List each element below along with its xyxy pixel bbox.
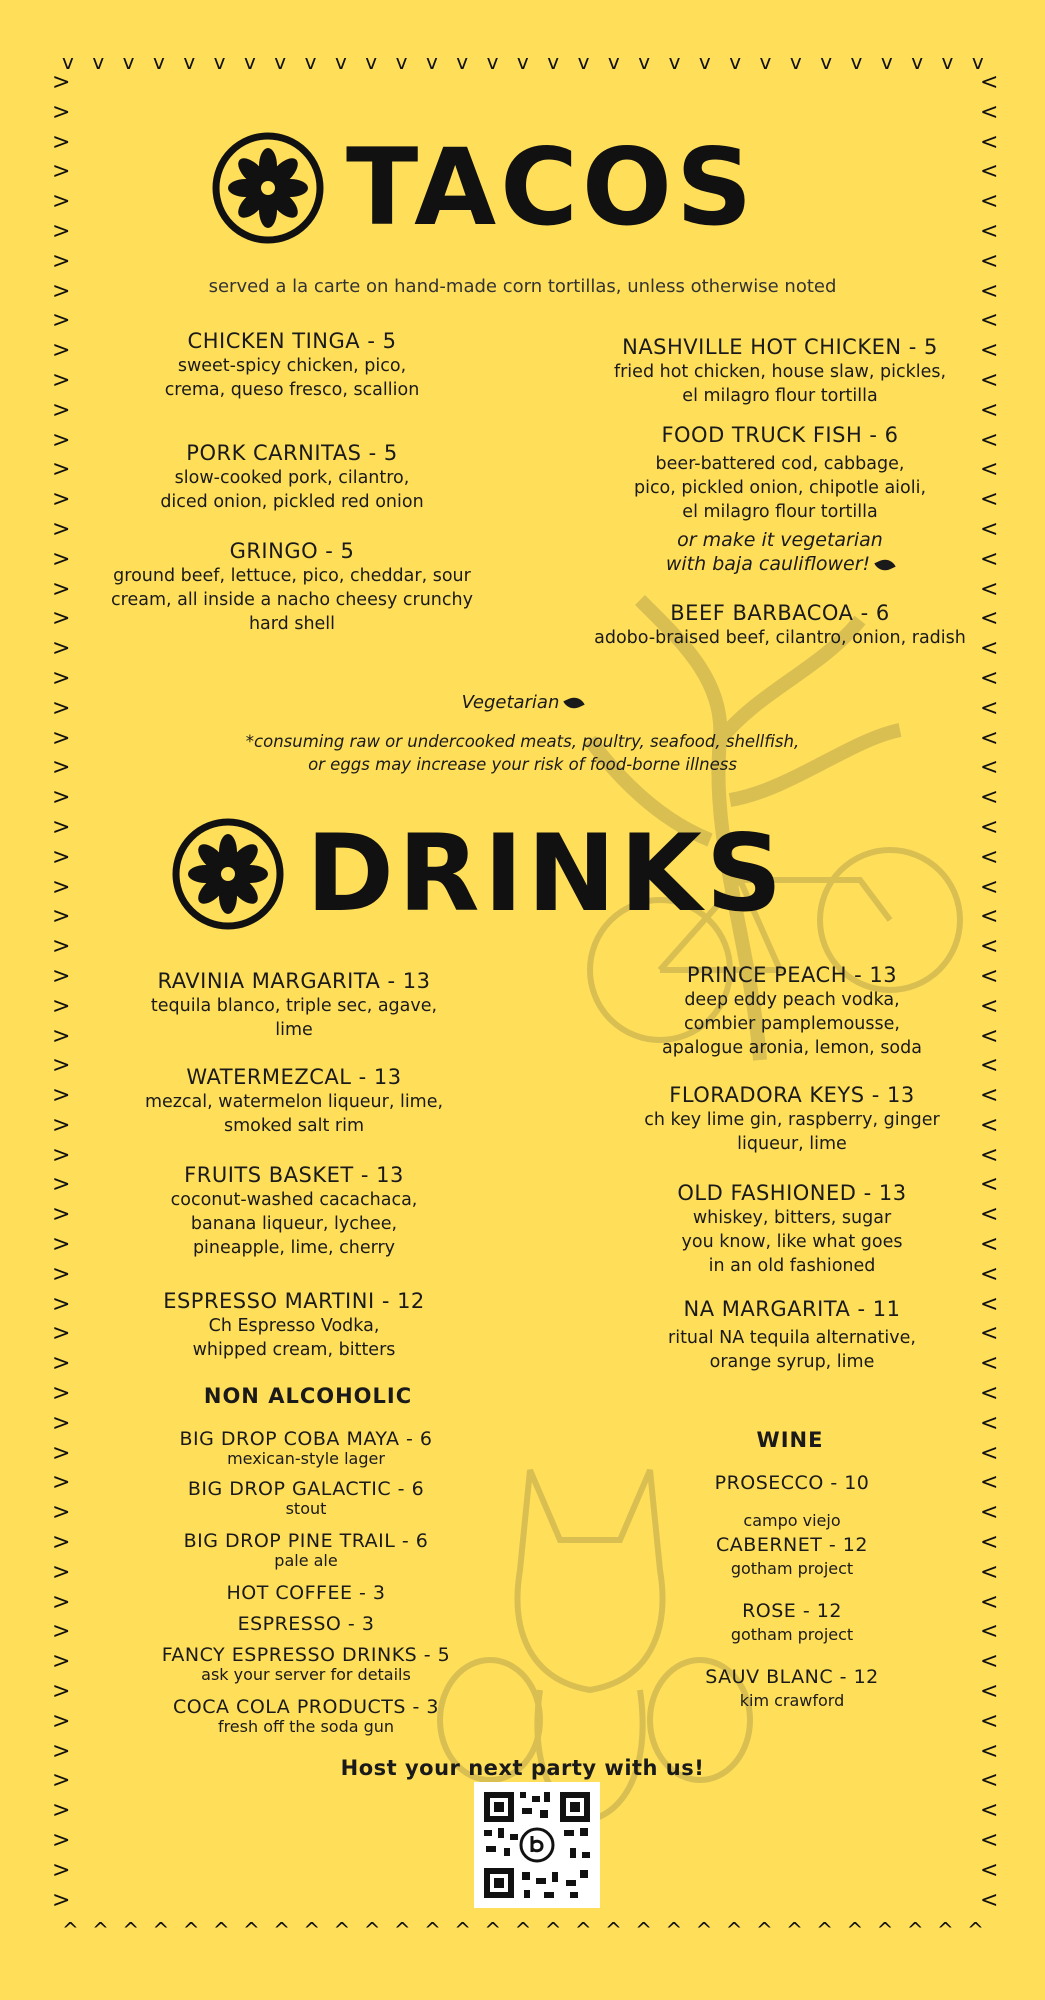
border-chevron: v — [638, 50, 651, 74]
item-desc: pale ale — [274, 1551, 338, 1570]
border-chevron: < — [980, 1142, 999, 1168]
border-chevron: ^ — [363, 1918, 381, 1942]
border-chevron: > — [52, 1559, 71, 1585]
drink-item — [94, 1162, 494, 1260]
drink-item — [592, 1180, 992, 1278]
border-chevron: > — [52, 1381, 71, 1407]
border-chevron: < — [980, 1023, 999, 1049]
item-name: BEEF BARBACOA - 6 — [670, 601, 890, 625]
border-chevron: < — [980, 695, 999, 721]
border-chevron: < — [980, 516, 999, 542]
border-chevron: < — [980, 397, 999, 423]
item-name: ESPRESSO MARTINI - 12 — [163, 1289, 425, 1313]
border-chevron: < — [980, 1649, 999, 1675]
border-chevron: > — [52, 189, 71, 215]
border-chevron: v — [820, 50, 833, 74]
border-chevron: > — [52, 248, 71, 274]
border-chevron: > — [52, 397, 71, 423]
veg-legend — [0, 692, 1045, 713]
item-desc: stout — [285, 1499, 327, 1518]
border-chevron: ^ — [725, 1918, 743, 1942]
non-alcoholic-list — [106, 1428, 506, 1736]
border-chevron: < — [980, 1887, 999, 1913]
border-chevron: v — [698, 50, 711, 74]
border-chevron: > — [52, 427, 71, 453]
border-chevron: v — [152, 50, 165, 74]
item-desc: whiskey, bitters, sugar — [692, 1208, 892, 1228]
taco-item — [580, 600, 980, 650]
border-chevron: > — [52, 308, 71, 334]
border-chevron: ^ — [62, 1918, 79, 1942]
veg-option: with baja cauliflower! — [665, 553, 871, 575]
item-name: FLORADORA KEYS - 13 — [669, 1083, 915, 1107]
border-chevron: < — [980, 278, 999, 304]
border-chevron: < — [980, 874, 999, 900]
item-desc: fried hot chicken, house slaw, pickles, — [613, 362, 947, 382]
border-chevron: ^ — [755, 1918, 773, 1942]
item-desc: cream, all inside a nacho cheesy crunchy — [111, 590, 473, 610]
border-chevron: > — [52, 1440, 71, 1466]
tacos-title: TACOS — [346, 126, 757, 249]
border-chevron: < — [980, 427, 999, 453]
border-chevron: < — [980, 606, 999, 632]
border-chevron: v — [92, 50, 105, 74]
item-name: PROSECCO - 10 — [714, 1472, 870, 1494]
border-chevron: > — [52, 1738, 71, 1764]
item-desc: ask your server for details — [201, 1665, 411, 1684]
item-desc: hard shell — [248, 614, 336, 634]
border-chevron: > — [52, 1083, 71, 1109]
border-chevron: > — [52, 934, 71, 960]
border-chevron: > — [52, 457, 71, 483]
border-chevron: < — [980, 785, 999, 811]
border-chevron: < — [980, 70, 999, 95]
item-name: ESPRESSO - 3 — [237, 1613, 375, 1635]
border-chevron: < — [980, 1708, 999, 1734]
border-chevron: > — [52, 755, 71, 781]
item-desc: beer-battered cod, cabbage, — [655, 454, 905, 474]
border-chevron: v — [880, 50, 893, 74]
border-chevron: < — [980, 904, 999, 930]
border-chevron: ^ — [152, 1918, 170, 1942]
item-desc: mezcal, watermelon liqueur, lime, — [144, 1092, 444, 1112]
border-chevron: ^ — [424, 1918, 441, 1942]
taco-item — [92, 538, 492, 636]
border-chevron: > — [52, 1708, 71, 1734]
drink-item — [94, 1064, 494, 1138]
border-chevron: < — [980, 1679, 999, 1705]
border-chevron: ^ — [243, 1918, 260, 1942]
border-chevron: > — [52, 546, 71, 572]
item-name: BIG DROP COBA MAYA - 6 — [179, 1428, 433, 1450]
disclaimer-line: *consuming raw or undercooked meats, poultry, seafood, shellfish, — [245, 732, 800, 751]
top-border — [62, 52, 984, 72]
border-chevron: < — [980, 99, 999, 125]
border-chevron: < — [980, 338, 999, 364]
border-chevron: > — [52, 1857, 71, 1883]
border-chevron: > — [52, 1887, 71, 1913]
left-border — [52, 72, 70, 1912]
border-chevron: > — [52, 695, 71, 721]
border-chevron: > — [52, 904, 71, 930]
border-chevron: v — [729, 50, 742, 74]
border-chevron: ^ — [454, 1918, 471, 1942]
border-chevron: < — [980, 1768, 999, 1794]
veg-legend-label: Vegetarian — [461, 692, 560, 713]
veg-option-line — [580, 552, 980, 576]
border-chevron: < — [980, 129, 999, 155]
item-desc: ch key lime gin, raspberry, ginger — [644, 1110, 940, 1130]
border-chevron: > — [52, 1500, 71, 1526]
border-chevron: > — [52, 1321, 71, 1347]
border-chevron: > — [52, 1530, 71, 1556]
item-desc: coconut-washed cacachaca, — [170, 1190, 418, 1210]
border-chevron: < — [980, 1202, 999, 1228]
border-chevron: ^ — [484, 1918, 502, 1942]
border-chevron: v — [911, 50, 924, 74]
border-chevron: v — [759, 50, 772, 74]
flower-icon — [212, 132, 324, 244]
drink-item — [592, 1296, 992, 1374]
item-desc: crema, queso fresco, scallion — [164, 380, 420, 400]
item-desc: mexican-style lager — [227, 1449, 385, 1468]
item-desc: combier pamplemousse, — [684, 1014, 900, 1034]
border-chevron: v — [213, 50, 226, 74]
border-chevron: > — [52, 785, 71, 811]
leaf-icon — [564, 694, 585, 712]
item-desc: sweet-spicy chicken, pico, — [177, 356, 407, 376]
border-chevron: < — [980, 248, 999, 274]
item-name: GRINGO - 5 — [229, 539, 355, 563]
item-desc: gotham project — [730, 1625, 854, 1644]
item-desc: you know, like what goes — [681, 1232, 903, 1252]
border-chevron: v — [971, 50, 984, 74]
item-desc: banana liqueur, lychee, — [190, 1214, 398, 1234]
taco-item — [92, 328, 492, 402]
border-chevron: ^ — [393, 1918, 411, 1942]
border-chevron: ^ — [122, 1918, 140, 1942]
border-chevron: > — [52, 1291, 71, 1317]
item-name: FOOD TRUCK FISH - 6 — [661, 423, 899, 447]
border-chevron: > — [52, 1470, 71, 1496]
border-chevron: > — [52, 278, 71, 304]
border-chevron: > — [52, 1410, 71, 1436]
drink-item — [592, 1082, 992, 1156]
border-chevron: > — [52, 338, 71, 364]
item-name: BIG DROP GALACTIC - 6 — [187, 1478, 425, 1500]
border-chevron: < — [980, 546, 999, 572]
border-chevron: < — [980, 367, 999, 393]
border-chevron: > — [52, 1679, 71, 1705]
border-chevron: v — [243, 50, 256, 74]
item-desc: whipped cream, bitters — [192, 1340, 396, 1360]
item-desc: el milagro flour tortilla — [682, 502, 878, 522]
border-chevron: v — [516, 50, 529, 74]
item-name: BIG DROP PINE TRAIL - 6 — [183, 1530, 429, 1552]
border-chevron: < — [980, 1619, 999, 1645]
border-chevron: < — [980, 1351, 999, 1377]
border-chevron: > — [52, 487, 71, 513]
border-chevron: < — [980, 665, 999, 691]
border-chevron: > — [52, 99, 71, 125]
border-chevron: < — [980, 487, 999, 513]
border-chevron: ^ — [635, 1918, 653, 1942]
border-chevron: ^ — [665, 1918, 683, 1942]
border-chevron: > — [52, 1619, 71, 1645]
border-chevron: < — [980, 1232, 999, 1258]
item-desc: ritual NA tequila alternative, — [668, 1328, 916, 1348]
item-desc: orange syrup, lime — [709, 1352, 875, 1372]
item-desc: pico, pickled onion, chipotle aioli, — [633, 478, 927, 498]
leaf-icon — [874, 555, 895, 573]
item-desc: lime — [275, 1020, 313, 1040]
border-chevron: ^ — [574, 1918, 592, 1942]
qr-code-icon — [474, 1782, 600, 1908]
border-chevron: > — [52, 844, 71, 870]
drink-item — [94, 1288, 494, 1362]
taco-item — [580, 422, 980, 576]
border-chevron: < — [980, 1291, 999, 1317]
border-chevron: > — [52, 1828, 71, 1854]
border-chevron: < — [980, 755, 999, 781]
border-chevron: ^ — [816, 1918, 834, 1942]
border-chevron: > — [52, 1261, 71, 1287]
item-desc: Ch Espresso Vodka, — [208, 1316, 380, 1336]
item-name: COCA COLA PRODUCTS - 3 — [173, 1696, 439, 1718]
border-chevron: ^ — [695, 1918, 713, 1942]
border-chevron: > — [52, 665, 71, 691]
border-chevron: ^ — [212, 1918, 230, 1942]
border-chevron: < — [980, 1738, 999, 1764]
border-chevron: > — [52, 606, 71, 632]
border-chevron: < — [980, 189, 999, 215]
item-desc: in an old fashioned — [708, 1256, 876, 1276]
border-chevron: > — [52, 1768, 71, 1794]
wine-heading: WINE — [756, 1428, 824, 1452]
item-name: SAUV BLANC - 12 — [705, 1666, 879, 1688]
border-chevron: v — [365, 50, 378, 74]
item-desc: diced onion, pickled red onion — [160, 492, 424, 512]
border-chevron: > — [52, 159, 71, 185]
border-chevron: v — [274, 50, 287, 74]
item-desc: campo viejo — [743, 1511, 841, 1530]
border-chevron: > — [52, 367, 71, 393]
border-chevron: > — [52, 1053, 71, 1079]
border-chevron: < — [980, 1410, 999, 1436]
border-chevron: v — [941, 50, 954, 74]
border-chevron: v — [607, 50, 620, 74]
item-desc: deep eddy peach vodka, — [684, 990, 900, 1010]
food-disclaimer — [0, 725, 1045, 776]
border-chevron: v — [183, 50, 196, 74]
flower-icon — [172, 818, 284, 930]
border-chevron: ^ — [846, 1918, 864, 1942]
border-chevron: v — [122, 50, 135, 74]
border-chevron: v — [668, 50, 681, 74]
border-chevron: > — [52, 1798, 71, 1824]
tacos-heading — [212, 126, 757, 249]
border-chevron: < — [980, 1530, 999, 1556]
item-desc: pineapple, lime, cherry — [192, 1238, 396, 1258]
item-name: PRINCE PEACH - 13 — [686, 963, 898, 987]
border-chevron: < — [980, 1321, 999, 1347]
taco-item — [580, 334, 980, 408]
border-chevron: < — [980, 1261, 999, 1287]
border-chevron: > — [52, 1202, 71, 1228]
item-name: HOT COFFEE - 3 — [226, 1582, 386, 1604]
border-chevron: < — [980, 1798, 999, 1824]
border-chevron: < — [980, 308, 999, 334]
item-desc: fresh off the soda gun — [217, 1717, 395, 1736]
wine-list — [592, 1472, 992, 1710]
border-chevron: < — [980, 963, 999, 989]
border-chevron: ^ — [514, 1918, 532, 1942]
border-chevron: ^ — [936, 1918, 954, 1942]
border-chevron: > — [52, 129, 71, 155]
border-chevron: v — [334, 50, 347, 74]
item-desc: kim crawford — [739, 1691, 845, 1710]
border-chevron: < — [980, 576, 999, 602]
item-desc: tequila blanco, triple sec, agave, — [150, 996, 438, 1016]
item-desc: slow-cooked pork, cilantro, — [174, 468, 410, 488]
border-chevron: < — [980, 159, 999, 185]
border-chevron: v — [62, 50, 74, 74]
item-name: ROSE - 12 — [742, 1600, 842, 1622]
border-chevron: v — [486, 50, 499, 74]
item-desc: smoked salt rim — [223, 1116, 365, 1136]
border-chevron: > — [52, 814, 71, 840]
border-chevron: > — [52, 1589, 71, 1615]
drinks-heading — [172, 812, 787, 935]
border-chevron: < — [980, 934, 999, 960]
border-chevron: < — [980, 1500, 999, 1526]
border-chevron: < — [980, 1828, 999, 1854]
disclaimer-line: or eggs may increase your risk of food-borne illness — [308, 755, 737, 774]
border-chevron: > — [52, 725, 71, 751]
border-chevron: v — [456, 50, 469, 74]
border-chevron: > — [52, 516, 71, 542]
border-chevron: v — [395, 50, 408, 74]
border-chevron: < — [980, 1857, 999, 1883]
border-chevron: ^ — [544, 1918, 562, 1942]
border-chevron: < — [980, 1589, 999, 1615]
border-chevron: v — [577, 50, 590, 74]
border-chevron: > — [52, 874, 71, 900]
item-desc: gotham project — [730, 1559, 854, 1578]
item-name: CABERNET - 12 — [716, 1534, 868, 1556]
tacos-subtitle: served a la carte on hand-made corn tortillas, unless otherwise noted — [208, 276, 837, 297]
border-chevron: > — [52, 636, 71, 662]
border-chevron: ^ — [182, 1918, 200, 1942]
border-chevron: < — [980, 1172, 999, 1198]
border-chevron: < — [980, 1470, 999, 1496]
drinks-title: DRINKS — [306, 812, 787, 935]
item-name: NA MARGARITA - 11 — [683, 1297, 901, 1321]
border-chevron: < — [980, 1053, 999, 1079]
border-chevron: ^ — [876, 1918, 894, 1942]
border-chevron: v — [850, 50, 863, 74]
item-name: CHICKEN TINGA - 5 — [187, 329, 397, 353]
border-chevron: > — [52, 1023, 71, 1049]
non-alcoholic-heading: NON ALCOHOLIC — [203, 1384, 413, 1408]
drink-item — [592, 962, 992, 1060]
border-chevron: ^ — [92, 1918, 109, 1942]
border-chevron: < — [980, 844, 999, 870]
item-desc: adobo-braised beef, cilantro, onion, radish — [594, 628, 966, 648]
border-chevron: v — [304, 50, 317, 74]
border-chevron: ^ — [303, 1918, 321, 1942]
border-chevron: < — [980, 1083, 999, 1109]
party-promo: Host your next party with us! — [340, 1756, 705, 1780]
border-chevron: > — [52, 1112, 71, 1138]
border-chevron: > — [52, 1232, 71, 1258]
border-chevron: v — [425, 50, 438, 74]
border-chevron: > — [52, 70, 71, 95]
border-chevron: < — [980, 636, 999, 662]
bottom-border — [62, 1920, 984, 1940]
border-chevron: > — [52, 963, 71, 989]
border-chevron: v — [547, 50, 560, 74]
item-name: RAVINIA MARGARITA - 13 — [157, 969, 431, 993]
border-chevron: ^ — [967, 1918, 984, 1942]
qr-code[interactable] — [474, 1782, 600, 1908]
taco-item — [92, 440, 492, 514]
drink-item — [94, 968, 494, 1042]
border-chevron: < — [980, 993, 999, 1019]
border-chevron: ^ — [786, 1918, 803, 1942]
border-chevron: < — [980, 1112, 999, 1138]
border-chevron: < — [980, 725, 999, 751]
item-desc: el milagro flour tortilla — [682, 386, 878, 406]
border-chevron: > — [52, 1649, 71, 1675]
border-chevron: v — [789, 50, 802, 74]
border-chevron: ^ — [906, 1918, 924, 1942]
border-chevron: ^ — [605, 1918, 622, 1942]
item-desc: apalogue aronia, lemon, soda — [662, 1038, 922, 1058]
veg-option: or make it vegetarian — [677, 529, 883, 551]
border-chevron: > — [52, 1142, 71, 1168]
item-name: NASHVILLE HOT CHICKEN - 5 — [622, 335, 938, 359]
border-chevron: ^ — [333, 1918, 351, 1942]
item-name: WATERMEZCAL - 13 — [186, 1065, 402, 1089]
border-chevron: < — [980, 218, 999, 244]
item-name: PORK CARNITAS - 5 — [186, 441, 398, 465]
item-name: FANCY ESPRESSO DRINKS - 5 — [161, 1644, 451, 1666]
border-chevron: ^ — [273, 1918, 290, 1942]
border-chevron: > — [52, 993, 71, 1019]
item-desc: ground beef, lettuce, pico, cheddar, sour — [113, 566, 471, 586]
item-name: OLD FASHIONED - 13 — [677, 1181, 907, 1205]
border-chevron: < — [980, 814, 999, 840]
border-chevron: < — [980, 1440, 999, 1466]
border-chevron: > — [52, 218, 71, 244]
border-chevron: > — [52, 1172, 71, 1198]
item-desc: liqueur, lime — [737, 1134, 847, 1154]
border-chevron: < — [980, 1559, 999, 1585]
border-chevron: < — [980, 457, 999, 483]
border-chevron: > — [52, 576, 71, 602]
item-name: FRUITS BASKET - 13 — [184, 1163, 404, 1187]
border-chevron: < — [980, 1381, 999, 1407]
border-chevron: > — [52, 1351, 71, 1377]
